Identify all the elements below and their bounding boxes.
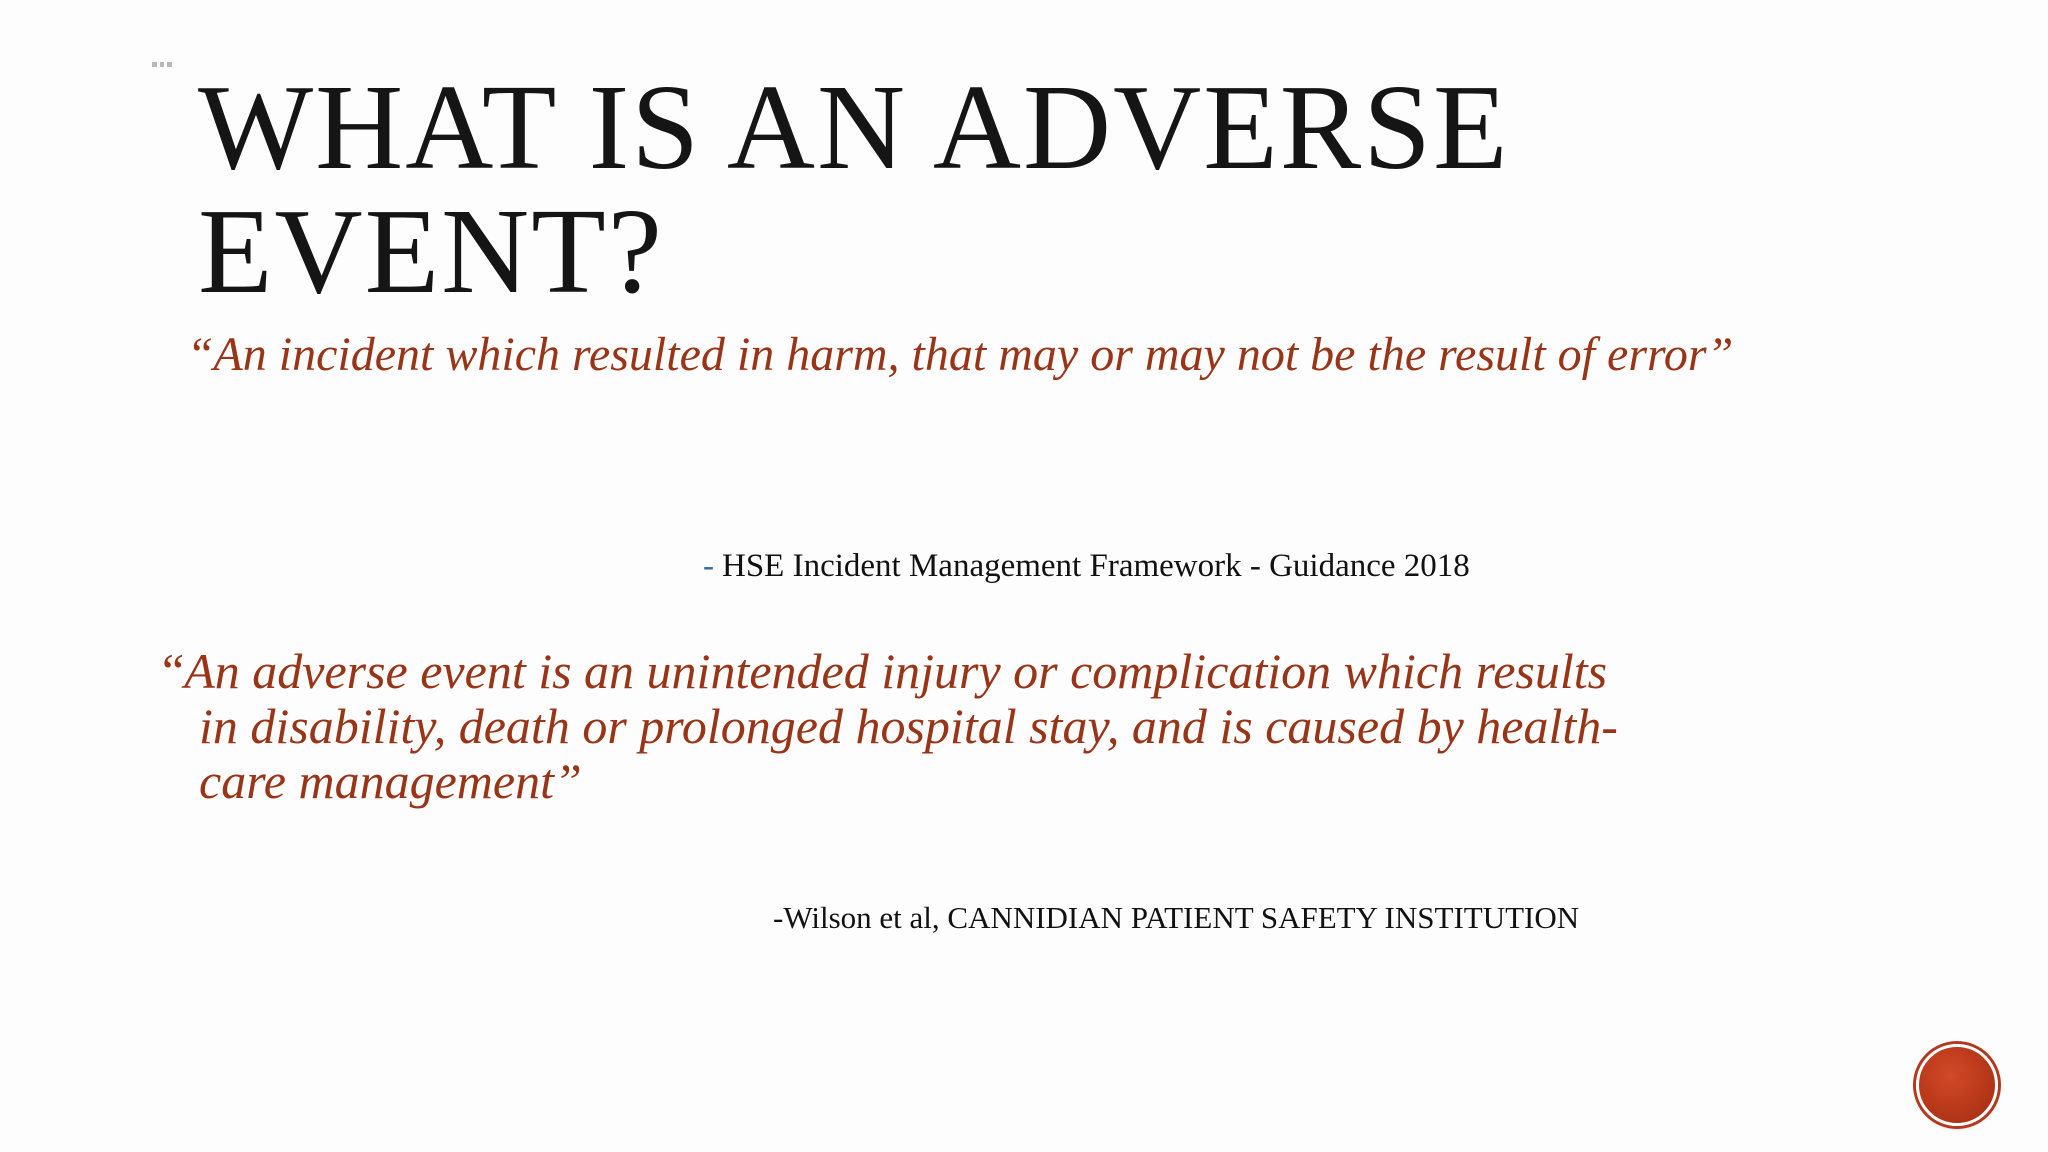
source-hse-text: HSE Incident Management Framework - Guidance 2018 xyxy=(722,548,1470,584)
corner-square xyxy=(152,62,157,67)
slide-nav-button[interactable] xyxy=(1916,1044,1998,1126)
quote-open-mark: “ xyxy=(162,643,185,699)
source-wilson: -Wilson et al, CANNIDIAN PATIENT SAFETY INSTITUTION xyxy=(773,900,1580,935)
quote-wilson-line-3: care management” xyxy=(199,753,582,809)
quote-wilson-line-2: in disability, death or prolonged hospital stay, and is caused by health- xyxy=(199,698,1618,754)
corner-square xyxy=(160,62,165,67)
source-hse xyxy=(703,548,1470,585)
quote-wilson-line-1 xyxy=(162,644,1922,699)
quote-hse: “An incident which resulted in harm, that may or may not be the result of error” xyxy=(186,328,1734,381)
quote-wilson xyxy=(162,644,1922,809)
quote-wilson-line-1-text: An adverse event is an unintended injury or complication which results xyxy=(184,643,1608,699)
corner-square xyxy=(167,62,172,67)
slide-title: WHAT IS AN ADVERSE EVENT? xyxy=(198,60,1510,319)
source-hse-dash: - xyxy=(703,548,714,584)
decorative-corner-mark xyxy=(152,62,172,67)
